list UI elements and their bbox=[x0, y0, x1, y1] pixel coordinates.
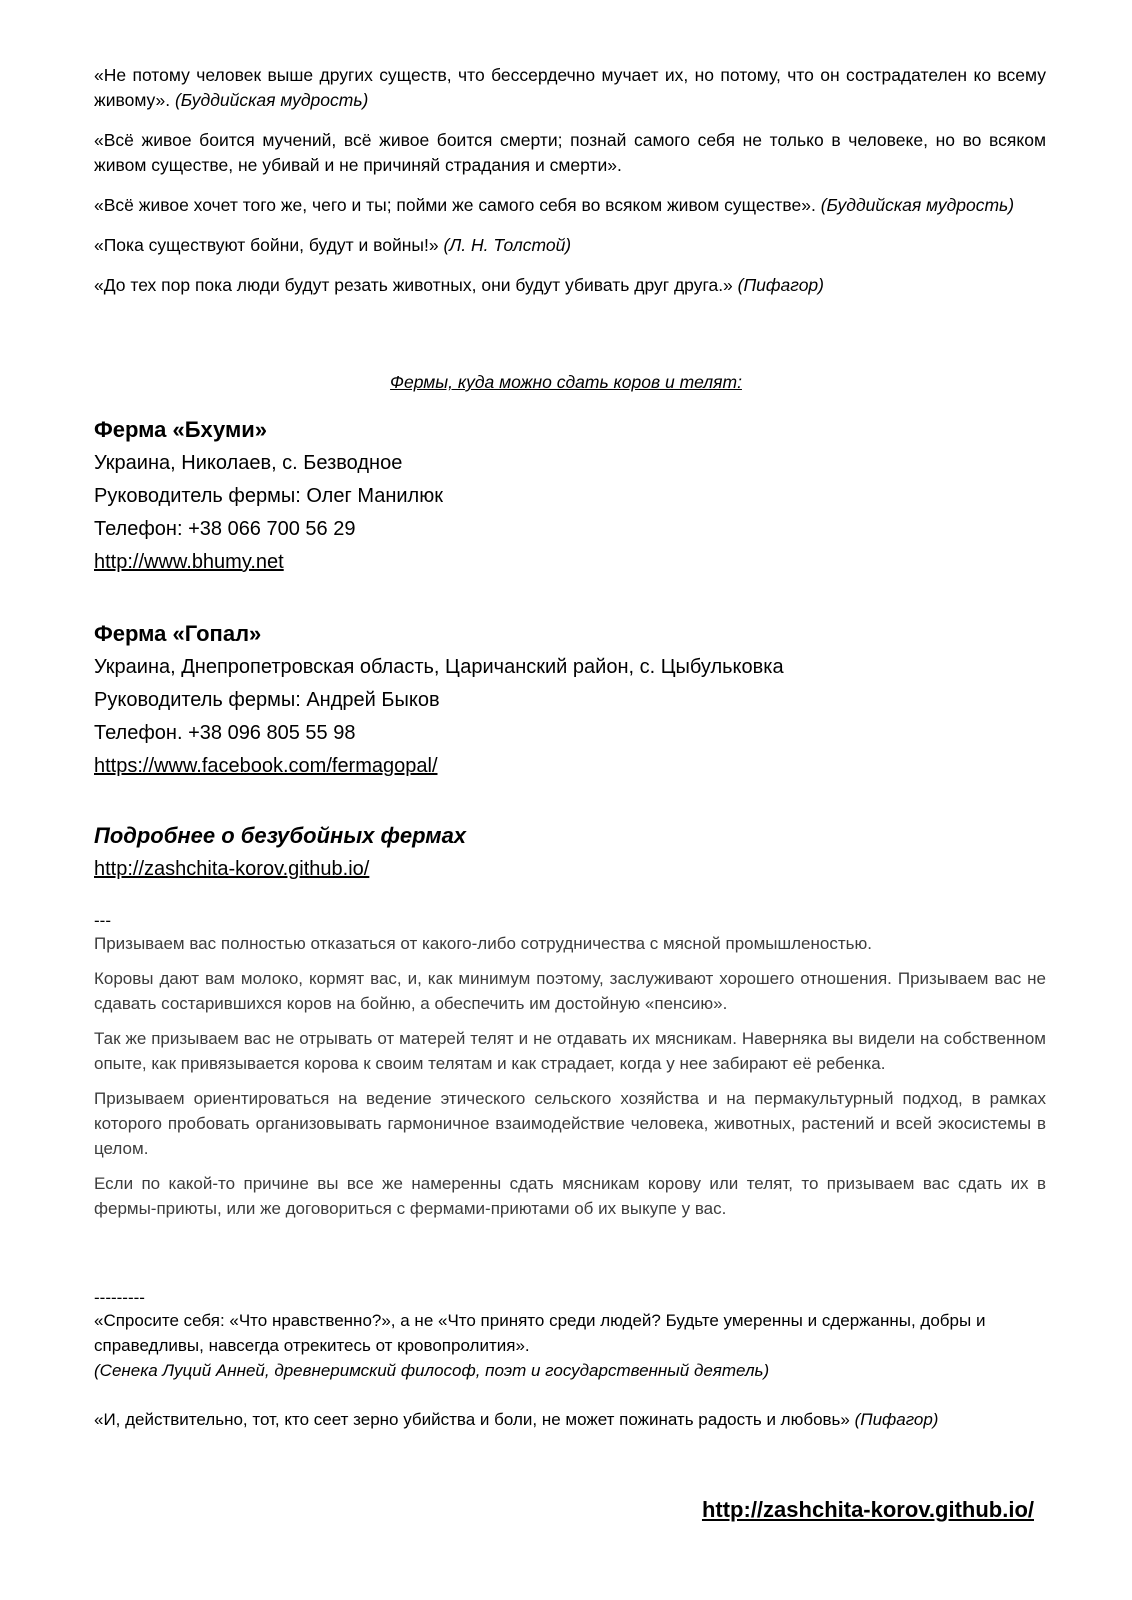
pythagoras-source: (Пифагор) bbox=[854, 1410, 939, 1429]
separator: --- bbox=[94, 911, 111, 930]
quote bbox=[94, 273, 1046, 298]
farm-address: Украина, Днепропетровская область, Царичанский район, с. Цыбульковка bbox=[94, 656, 784, 678]
quote bbox=[94, 193, 1046, 218]
more-info-link[interactable]: http://zashchita-korov.github.io/ bbox=[94, 858, 370, 880]
farm-manager: Руководитель фермы: Андрей Быков bbox=[94, 689, 440, 711]
farm-bhumi bbox=[94, 413, 1046, 579]
pythagoras-quote bbox=[94, 1407, 1046, 1432]
appeal-paragraph: Призываем вас полностью отказаться от какого-либо сотрудничества с мясной промышленостью. bbox=[94, 934, 872, 953]
seneca-quote: «Спросите себя: «Что нравственно?», а не «Что принято среди людей? Будьте умеренны и сдержанны, добры и справедливы, навсегда отрекитесь от кровопролития». bbox=[94, 1311, 986, 1355]
farm-phone: Телефон: +38 066 700 56 29 bbox=[94, 518, 356, 540]
appeal-paragraph: Так же призываем вас не отрывать от матерей телят и не отдавать их мясникам. Наверняка вы видели на собственном опыте, как привязывается корова к своим телятам и как страдает, когда у нее забирают её ребенка. bbox=[94, 1029, 1046, 1073]
quotes-section bbox=[94, 63, 1046, 313]
farms-heading: Фермы, куда можно сдать коров и телят: bbox=[390, 372, 742, 392]
farm-title: Ферма «Бхуми» bbox=[94, 417, 268, 442]
farm-title: Ферма «Гопал» bbox=[94, 621, 262, 646]
quote bbox=[94, 128, 1046, 178]
quote-source: (Буддийская мудрость) bbox=[174, 90, 369, 110]
seneca-source: (Сенека Луций Анней, древнеримский философ, поэт и государственный деятель) bbox=[94, 1361, 770, 1380]
appeal-section bbox=[94, 911, 1046, 1231]
pythagoras-text: «И, действительно, тот, кто сеет зерно убийства и боли, не может пожинать радость и любовь» bbox=[94, 1410, 850, 1429]
farm-phone: Телефон. +38 096 805 55 98 bbox=[94, 722, 356, 744]
farm-website-link[interactable]: http://www.bhumy.net bbox=[94, 551, 284, 573]
appeal-paragraph: Коровы дают вам молоко, кормят вас, и, как минимум поэтому, заслуживают хорошего отношения. Призываем вас не сдавать состарившихся коров на бойню, а обеспечить им достойную «пенсию». bbox=[94, 969, 1046, 1013]
quote-text: «Не потому человек выше других существ, что бессердечно мучает их, но потому, что он сострадателен ко всему живому». bbox=[94, 65, 1046, 110]
more-info-section bbox=[94, 819, 1046, 886]
farm-gopal bbox=[94, 617, 1046, 783]
footer-link[interactable]: http://zashchita-korov.github.io/ bbox=[701, 1497, 1034, 1522]
closing-section bbox=[94, 1288, 1046, 1432]
quote-text: «Всё живое боится мучений, всё живое боится смерти; познай самого себя не только в человеке, но во всяком живом существе, не убивай и не причиняй страдания и смерти». bbox=[94, 130, 1046, 175]
farm-manager: Руководитель фермы: Олег Манилюк bbox=[94, 485, 443, 507]
quote-text: «До тех пор пока люди будут резать животных, они будут убивать друг друга.» bbox=[94, 275, 733, 295]
quote-text: «Пока существуют бойни, будут и войны!» bbox=[94, 235, 439, 255]
quote-source: (Буддийская мудрость) bbox=[820, 195, 1015, 215]
quote-source: (Пифагор) bbox=[737, 275, 824, 295]
quote-text: «Всё живое хочет того же, чего и ты; пойми же самого себя во всяком живом существе». bbox=[94, 195, 816, 215]
quote-source: (Л. Н. Толстой) bbox=[443, 235, 572, 255]
separator: --------- bbox=[94, 1288, 145, 1307]
quote bbox=[94, 233, 1046, 258]
appeal-paragraph: Если по какой-то причине вы все же намеренны сдать мясникам корову или телят, то призываем вас сдать их в фермы-приюты, или же договориться с фермами-приютами об их выкупе у вас. bbox=[94, 1174, 1046, 1218]
more-info-title: Подробнее о безубойных фермах bbox=[94, 823, 467, 848]
farm-address: Украина, Николаев, с. Безводное bbox=[94, 452, 403, 474]
quote bbox=[94, 63, 1046, 113]
farm-website-link[interactable]: https://www.facebook.com/fermagopal/ bbox=[94, 755, 438, 777]
appeal-paragraph: Призываем ориентироваться на ведение этического сельского хозяйства и на пермакультурный подход, в рамках которого пробовать организовывать гармоничное взаимодействие человека, животных, растений и всей экосистемы в целом. bbox=[94, 1089, 1046, 1158]
